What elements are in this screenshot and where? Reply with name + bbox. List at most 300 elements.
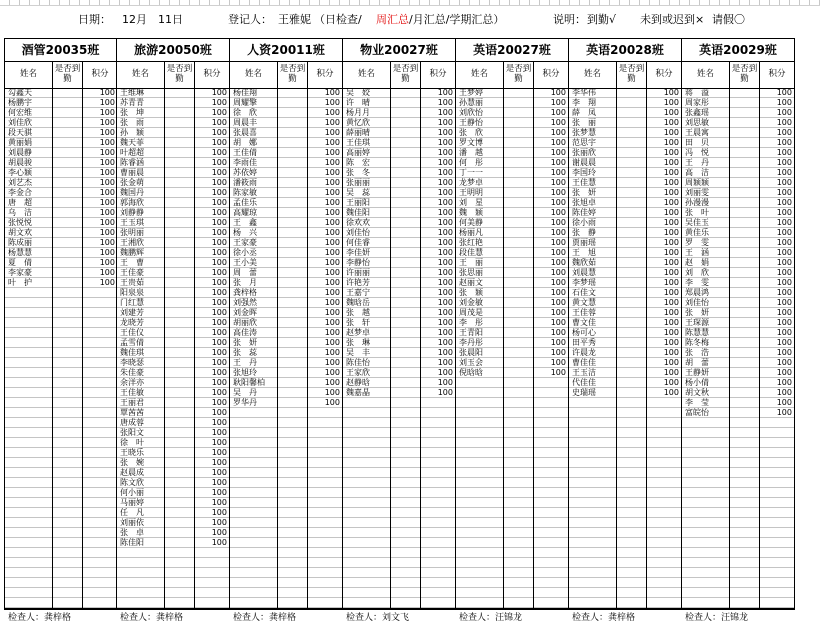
- student-score: 100: [211, 378, 227, 387]
- table-row: [569, 148, 681, 158]
- student-name: 王 丹: [685, 158, 709, 167]
- table-row: [682, 168, 794, 178]
- table-row: [230, 448, 342, 458]
- table-row: [569, 108, 681, 118]
- student-name: 张 雨: [120, 118, 144, 127]
- student-name: 吴 丰: [346, 348, 370, 357]
- table-row: [569, 558, 681, 568]
- student-name: 许 晴: [346, 98, 370, 107]
- table-row: [682, 448, 794, 458]
- student-score: 100: [663, 348, 679, 357]
- inspector-footer: [5, 608, 116, 626]
- table-row: [117, 578, 229, 588]
- student-name: 张悦悦: [8, 218, 32, 227]
- column-divider: [164, 88, 165, 608]
- table-row: [230, 208, 342, 218]
- table-row: [343, 218, 455, 228]
- student-score: 100: [437, 308, 453, 317]
- student-name: 张梦慧: [572, 128, 596, 137]
- inspector-name: 龚梓格: [608, 613, 636, 623]
- student-name: 赵 娟: [685, 258, 709, 267]
- student-score: 100: [776, 348, 792, 357]
- table-row: [117, 588, 229, 598]
- student-name: 龙梦卓: [459, 178, 483, 187]
- student-name: 刘欣怡: [459, 108, 483, 117]
- table-row: [682, 308, 794, 318]
- table-row: [230, 338, 342, 348]
- student-name: 李静怡: [346, 258, 370, 267]
- student-score: 100: [99, 228, 115, 237]
- student-score: 100: [211, 508, 227, 517]
- student-score: 100: [324, 348, 340, 357]
- table-row: [682, 408, 794, 418]
- table-row: [682, 578, 794, 588]
- table-row: [230, 178, 342, 188]
- student-name: 张明丽: [120, 228, 144, 237]
- student-score: 100: [663, 138, 679, 147]
- student-name: 李梦瑶: [572, 278, 596, 287]
- student-score: 100: [99, 88, 115, 97]
- student-score: 100: [550, 88, 566, 97]
- table-row: [682, 148, 794, 158]
- table-row: [456, 258, 568, 268]
- student-name: 李华伟: [572, 88, 596, 97]
- table-row: [569, 398, 681, 408]
- student-score: 100: [663, 238, 679, 247]
- table-row: [682, 138, 794, 148]
- table-row: [230, 578, 342, 588]
- legend-label: 说明：: [553, 13, 586, 26]
- student-grid: [230, 88, 342, 608]
- table-row: [230, 498, 342, 508]
- column-subheader: [5, 61, 116, 89]
- table-row: [456, 428, 568, 438]
- table-row: [5, 558, 116, 568]
- student-name: 曹丽晨: [120, 168, 144, 177]
- table-row: [456, 118, 568, 128]
- student-name: 高佳涛: [233, 328, 257, 337]
- table-row: [682, 128, 794, 138]
- table-row: [456, 168, 568, 178]
- table-row: [117, 318, 229, 328]
- recorder-label: 登记人：: [228, 13, 272, 26]
- student-name: 张红艳: [459, 238, 483, 247]
- table-row: [343, 468, 455, 478]
- legend-present: 到勤√: [587, 13, 617, 26]
- table-row: [5, 408, 116, 418]
- table-row: [682, 508, 794, 518]
- student-score: 100: [324, 288, 340, 297]
- table-row: [456, 588, 568, 598]
- table-row: [456, 318, 568, 328]
- student-name: 何美静: [459, 218, 483, 227]
- student-name: 胡 娜: [233, 138, 257, 147]
- student-name: 孙漫漫: [685, 198, 709, 207]
- student-name: 丁一一: [459, 168, 483, 177]
- table-row: [5, 388, 116, 398]
- table-row: [569, 88, 681, 98]
- table-row: [343, 268, 455, 278]
- table-row: [343, 188, 455, 198]
- student-score: 100: [663, 218, 679, 227]
- student-score: 100: [776, 138, 792, 147]
- table-row: [682, 498, 794, 508]
- inspector-label: 检查人：: [233, 613, 270, 623]
- table-row: [5, 88, 116, 98]
- student-name: 田 贝: [685, 138, 709, 147]
- student-name: 魏嘉晶: [346, 388, 370, 397]
- table-row: [5, 538, 116, 548]
- student-score: 100: [776, 298, 792, 307]
- student-score: 100: [550, 268, 566, 277]
- inspector-name: 汪锦龙: [495, 613, 523, 623]
- student-score: 100: [324, 108, 340, 117]
- table-row: [117, 238, 229, 248]
- student-name: 张晨喜: [233, 128, 257, 137]
- student-name: 苏青青: [120, 98, 144, 107]
- attendance-header: 是否到勤: [391, 61, 421, 88]
- class-column: [342, 38, 456, 623]
- table-row: [343, 578, 455, 588]
- student-score: 100: [211, 368, 227, 377]
- table-row: [230, 588, 342, 598]
- table-row: [569, 418, 681, 428]
- table-row: [682, 228, 794, 238]
- student-name: 周晨丰: [233, 118, 257, 127]
- table-row: [230, 278, 342, 288]
- student-name: 张 叶: [685, 208, 709, 217]
- student-grid: [5, 88, 116, 608]
- table-row: [5, 238, 116, 248]
- table-row: [343, 308, 455, 318]
- table-row: [343, 598, 455, 608]
- student-score: 100: [437, 248, 453, 257]
- student-name: 胡文欢: [8, 228, 32, 237]
- student-name: 唐成蓉: [120, 418, 144, 427]
- student-score: 100: [211, 398, 227, 407]
- student-score: 100: [437, 198, 453, 207]
- student-score: 100: [211, 178, 227, 187]
- student-name: 陈 宏: [346, 158, 370, 167]
- student-name: 史瑞瑶: [572, 388, 596, 397]
- student-score: 100: [437, 148, 453, 157]
- student-name: 许晨龙: [572, 348, 596, 357]
- table-row: [456, 518, 568, 528]
- table-row: [343, 88, 455, 98]
- table-row: [343, 358, 455, 368]
- table-row: [117, 378, 229, 388]
- attendance-header: 是否到勤: [730, 61, 760, 88]
- table-row: [682, 108, 794, 118]
- student-score: 100: [324, 278, 340, 287]
- table-row: [456, 88, 568, 98]
- student-score: 100: [211, 428, 227, 437]
- student-name: 李 彤: [459, 318, 483, 327]
- attendance-header: 是否到勤: [165, 61, 195, 88]
- table-row: [117, 488, 229, 498]
- table-row: [117, 558, 229, 568]
- student-name: 胡 蕾: [685, 358, 709, 367]
- table-row: [5, 348, 116, 358]
- table-row: [343, 518, 455, 528]
- student-score: 100: [324, 88, 340, 97]
- table-row: [456, 138, 568, 148]
- inspector-footer: [343, 608, 455, 626]
- student-name: 朱佳豪: [120, 368, 144, 377]
- student-score: 100: [776, 388, 792, 397]
- table-row: [456, 128, 568, 138]
- column-divider: [194, 88, 195, 608]
- student-score: 100: [324, 298, 340, 307]
- student-score: 100: [776, 118, 792, 127]
- table-row: [117, 298, 229, 308]
- table-row: [569, 528, 681, 538]
- table-row: [5, 178, 116, 188]
- student-score: 100: [437, 88, 453, 97]
- table-row: [117, 538, 229, 548]
- student-name: 张 婉: [120, 458, 144, 467]
- table-row: [5, 468, 116, 478]
- student-score: 100: [550, 128, 566, 137]
- table-row: [343, 458, 455, 468]
- student-score: 100: [776, 98, 792, 107]
- student-score: 100: [211, 498, 227, 507]
- table-row: [343, 298, 455, 308]
- student-name: 杨鹏宇: [8, 98, 32, 107]
- table-row: [230, 228, 342, 238]
- table-row: [5, 258, 116, 268]
- table-row: [5, 138, 116, 148]
- column-divider: [390, 88, 391, 608]
- inspector-name: 汪锦龙: [721, 613, 749, 623]
- student-name: 段佳慧: [459, 248, 483, 257]
- student-name: 刘静静: [120, 208, 144, 217]
- student-score: 100: [99, 248, 115, 257]
- table-row: [456, 218, 568, 228]
- student-score: 100: [663, 368, 679, 377]
- student-name: 张晨阳: [459, 348, 483, 357]
- table-row: [117, 158, 229, 168]
- table-row: [343, 238, 455, 248]
- table-row: [117, 288, 229, 298]
- student-score: 100: [324, 98, 340, 107]
- student-score: 100: [437, 328, 453, 337]
- column-divider: [616, 88, 617, 608]
- inspector-label: 检查人：: [346, 613, 383, 623]
- student-score: 100: [211, 268, 227, 277]
- table-row: [456, 108, 568, 118]
- student-name: 王青阳: [459, 328, 483, 337]
- table-row: [456, 288, 568, 298]
- student-name: 孟雪倩: [120, 338, 144, 347]
- student-name: 张 静: [572, 228, 596, 237]
- table-row: [456, 458, 568, 468]
- student-name: 马丽婷: [120, 498, 144, 507]
- student-score: 100: [550, 328, 566, 337]
- table-row: [682, 488, 794, 498]
- student-score: 100: [211, 198, 227, 207]
- student-score: 100: [776, 178, 792, 187]
- student-name: 杨 兴: [233, 228, 257, 237]
- column-divider: [759, 88, 760, 608]
- student-score: 100: [324, 128, 340, 137]
- date-label: 日期：: [78, 13, 111, 26]
- student-score: 100: [663, 208, 679, 217]
- student-score: 100: [99, 118, 115, 127]
- student-name: 张 妍: [572, 188, 596, 197]
- table-row: [5, 588, 116, 598]
- student-score: 100: [324, 268, 340, 277]
- student-name: 徐小丞: [233, 248, 257, 257]
- table-row: [343, 498, 455, 508]
- student-name: 王小美: [233, 258, 257, 267]
- class-title: 旅游20050班: [117, 39, 229, 62]
- student-score: 100: [550, 118, 566, 127]
- table-row: [569, 548, 681, 558]
- table-row: [456, 398, 568, 408]
- student-score: 100: [437, 128, 453, 137]
- table-row: [230, 198, 342, 208]
- table-row: [456, 508, 568, 518]
- column-divider: [503, 88, 504, 608]
- table-row: [117, 418, 229, 428]
- student-score: 100: [550, 168, 566, 177]
- class-title: 英语20028班: [569, 39, 681, 62]
- table-row: [569, 138, 681, 148]
- student-score: 100: [99, 268, 115, 277]
- table-row: [456, 268, 568, 278]
- table-row: [682, 428, 794, 438]
- student-name: 张丽欣: [572, 148, 596, 157]
- student-score: 100: [663, 168, 679, 177]
- table-row: [569, 208, 681, 218]
- table-row: [230, 478, 342, 488]
- student-name: 龚梓格: [233, 288, 257, 297]
- student-name: 杨可心: [572, 328, 596, 337]
- table-row: [5, 568, 116, 578]
- student-score: 100: [99, 178, 115, 187]
- student-score: 100: [550, 308, 566, 317]
- student-name: 张丽丽: [346, 178, 370, 187]
- student-score: 100: [324, 188, 340, 197]
- student-score: 100: [776, 398, 792, 407]
- student-score: 100: [211, 98, 227, 107]
- table-row: [117, 248, 229, 258]
- table-row: [230, 258, 342, 268]
- table-row: [230, 98, 342, 108]
- table-row: [682, 368, 794, 378]
- table-row: [456, 468, 568, 478]
- table-row: [456, 348, 568, 358]
- table-row: [117, 198, 229, 208]
- table-row: [569, 518, 681, 528]
- student-score: 100: [663, 358, 679, 367]
- table-row: [569, 368, 681, 378]
- attendance-header: 是否到勤: [53, 61, 83, 88]
- student-score: 100: [776, 308, 792, 317]
- table-row: [569, 298, 681, 308]
- table-row: [456, 298, 568, 308]
- table-row: [230, 188, 342, 198]
- student-score: 100: [437, 188, 453, 197]
- table-row: [343, 138, 455, 148]
- student-name: 任 凡: [120, 508, 144, 517]
- attendance-header: 是否到勤: [617, 61, 647, 88]
- table-row: [682, 558, 794, 568]
- table-row: [5, 508, 116, 518]
- table-row: [230, 108, 342, 118]
- student-score: 100: [776, 128, 792, 137]
- student-score: 100: [550, 178, 566, 187]
- table-row: [5, 378, 116, 388]
- student-score: 100: [550, 318, 566, 327]
- column-divider: [277, 88, 278, 608]
- student-score: 100: [324, 308, 340, 317]
- student-score: 100: [99, 148, 115, 157]
- class-title: 英语20029班: [682, 39, 794, 62]
- table-row: [230, 468, 342, 478]
- table-row: [5, 518, 116, 528]
- table-row: [230, 328, 342, 338]
- table-row: [569, 288, 681, 298]
- student-score: 100: [437, 178, 453, 187]
- student-score: 100: [550, 198, 566, 207]
- class-title: 酒管20035班: [5, 39, 116, 62]
- student-name: 王晨寓: [685, 128, 709, 137]
- student-name: 田平秀: [572, 338, 596, 347]
- table-row: [117, 118, 229, 128]
- table-row: [343, 228, 455, 238]
- table-row: [5, 418, 116, 428]
- student-name: 陈家敏: [233, 188, 257, 197]
- student-name: 王佳慧: [572, 178, 596, 187]
- legend-absent: 未到或迟到×: [640, 13, 705, 26]
- student-name: 李 雯: [685, 278, 709, 287]
- student-name: 魏佳琪: [120, 348, 144, 357]
- table-row: [230, 558, 342, 568]
- student-name: 李 翔: [572, 98, 596, 107]
- table-row: [5, 108, 116, 118]
- column-divider: [420, 88, 421, 608]
- table-row: [230, 538, 342, 548]
- table-row: [230, 428, 342, 438]
- class-column: [116, 38, 230, 623]
- table-row: [456, 178, 568, 188]
- stat-week: 周汇总: [376, 13, 409, 26]
- student-name: 黄丽娟: [8, 138, 32, 147]
- table-row: [569, 268, 681, 278]
- student-name: 刘建芳: [120, 308, 144, 317]
- table-row: [117, 168, 229, 178]
- student-name: 王 丽: [459, 258, 483, 267]
- student-score: 100: [99, 98, 115, 107]
- student-name: 王佳倩: [233, 148, 257, 157]
- student-name: 李雨佳: [233, 158, 257, 167]
- table-row: [5, 188, 116, 198]
- table-row: [682, 238, 794, 248]
- column-divider: [533, 88, 534, 608]
- student-name: 罗文博: [459, 138, 483, 147]
- student-score: 100: [437, 318, 453, 327]
- table-row: [456, 278, 568, 288]
- table-row: [343, 478, 455, 488]
- student-score: 100: [324, 158, 340, 167]
- student-score: 100: [211, 308, 227, 317]
- inspector-footer: [117, 608, 229, 626]
- table-row: [5, 598, 116, 608]
- student-score: 100: [211, 328, 227, 337]
- student-score: 100: [550, 228, 566, 237]
